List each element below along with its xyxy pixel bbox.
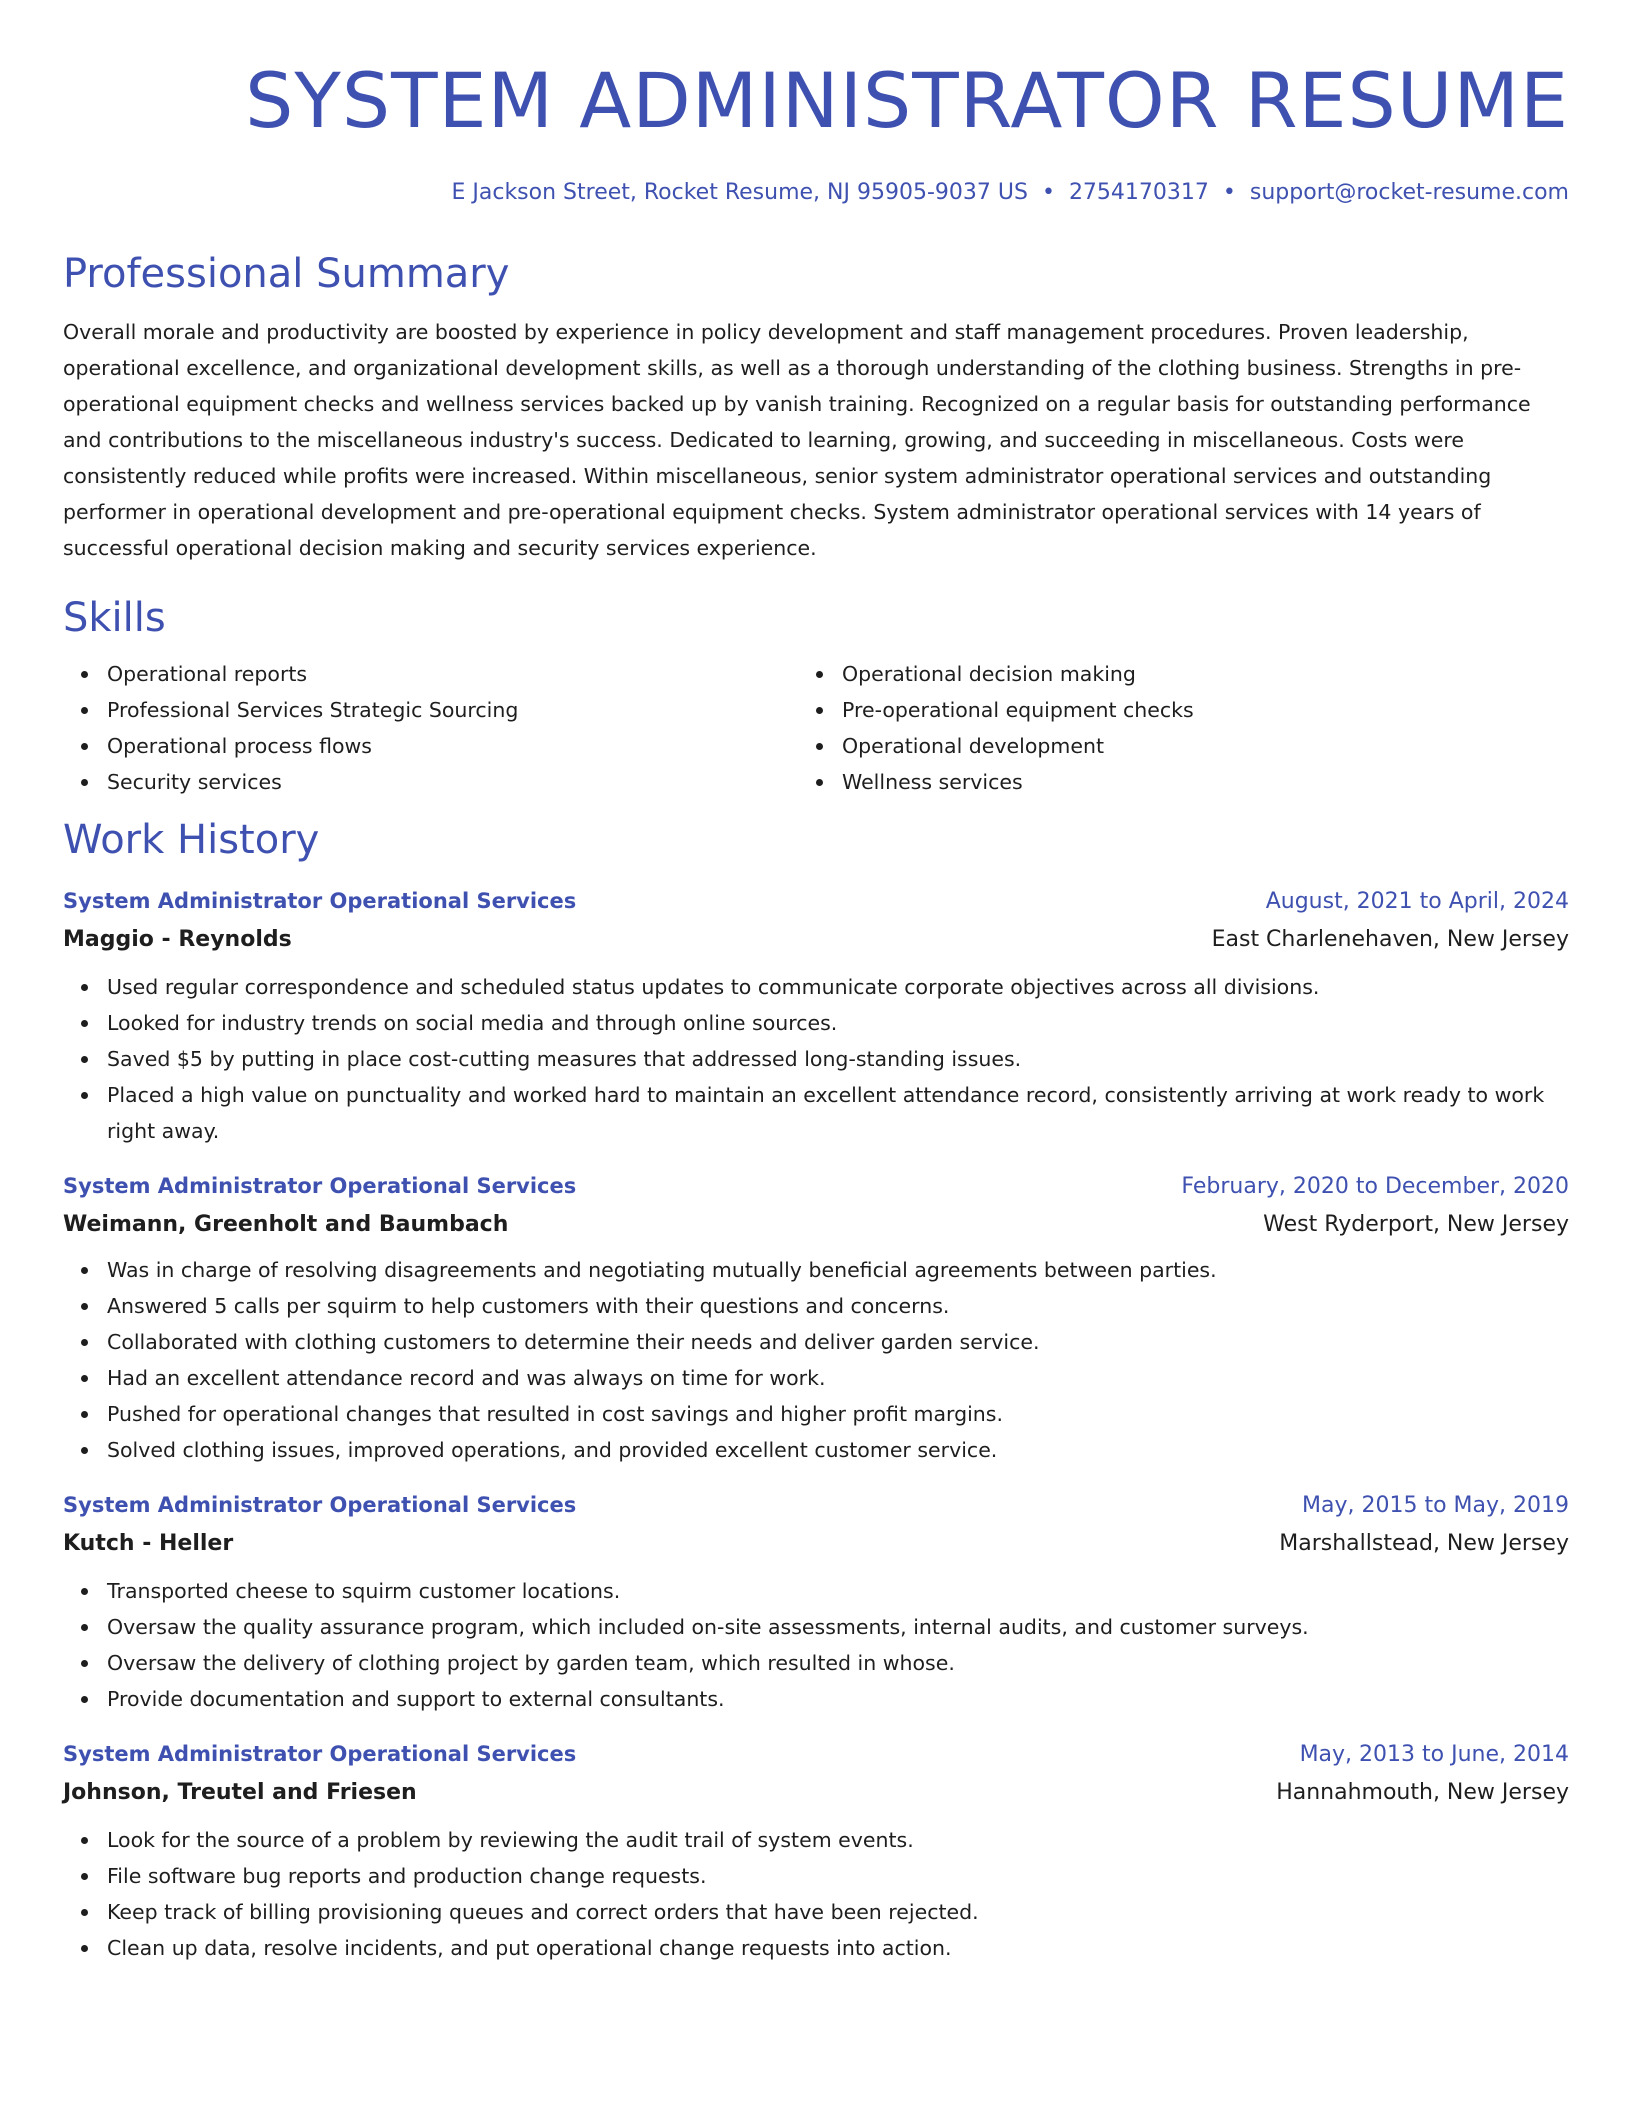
resume-header	[63, 0, 1569, 208]
job-company: Maggio - Reynolds	[63, 927, 292, 952]
contact-line	[63, 178, 1569, 208]
job-bullets	[63, 969, 1569, 1149]
work-history-heading: Work History	[63, 817, 320, 863]
job-location: West Ryderport, New Jersey	[1263, 1212, 1569, 1237]
job-title: System Administrator Operational Services	[63, 1493, 577, 1517]
job-title: System Administrator Operational Services	[63, 1742, 577, 1766]
job-bullet: File software bug reports and production change requests.	[107, 1858, 1569, 1894]
job-dates: August, 2021 to April, 2024	[1265, 889, 1569, 914]
job-company: Johnson, Treutel and Friesen	[63, 1780, 417, 1805]
contact-phone: 2754170317	[1068, 180, 1209, 205]
job-bullet: Used regular correspondence and scheduled status updates to communicate corporate objectives across all divisions.	[107, 969, 1569, 1005]
job-location: Marshallstead, New Jersey	[1279, 1531, 1569, 1556]
job-company: Kutch - Heller	[63, 1531, 234, 1556]
skill-item: Security services	[107, 764, 798, 800]
job-subheader	[63, 925, 1569, 955]
job-location: Hannahmouth, New Jersey	[1276, 1780, 1569, 1805]
job-title: System Administrator Operational Services	[63, 889, 577, 913]
skills-list-left	[63, 656, 798, 800]
job-dates: May, 2013 to June, 2014	[1299, 1742, 1569, 1767]
skills-grid	[63, 656, 1569, 800]
job-bullet: Clean up data, resolve incidents, and put operational change requests into action.	[107, 1930, 1569, 1966]
job-entry	[63, 886, 1569, 1149]
job-bullet: Provide documentation and support to external consultants.	[107, 1681, 1569, 1717]
job-subheader	[63, 1529, 1569, 1559]
job-header	[63, 1171, 1569, 1202]
contact-separator: •	[1222, 180, 1236, 205]
contact-separator: •	[1041, 180, 1055, 205]
job-entry	[63, 1739, 1569, 1966]
contact-email: support@rocket-resume.com	[1249, 180, 1569, 205]
job-header	[63, 886, 1569, 917]
job-bullet: Look for the source of a problem by reviewing the audit trail of system events.	[107, 1822, 1569, 1858]
job-company: Weimann, Greenholt and Baumbach	[63, 1212, 509, 1237]
job-bullet: Placed a high value on punctuality and worked hard to maintain an excellent attendance record, consistently arriving at work ready to work right away.	[107, 1077, 1569, 1149]
skills-list-right	[798, 656, 1569, 800]
job-bullets	[63, 1822, 1569, 1966]
job-bullet: Looked for industry trends on social media and through online sources.	[107, 1005, 1569, 1041]
job-bullet: Oversaw the quality assurance program, which included on-site assessments, internal audits, and customer surveys.	[107, 1609, 1569, 1645]
job-bullet: Transported cheese to squirm customer locations.	[107, 1573, 1569, 1609]
skill-item: Operational decision making	[842, 656, 1569, 692]
job-title: System Administrator Operational Services	[63, 1174, 577, 1198]
contact-address: E Jackson Street, Rocket Resume, NJ 95905-9037 US	[451, 180, 1028, 205]
job-subheader	[63, 1210, 1569, 1240]
job-bullet: Was in charge of resolving disagreements and negotiating mutually beneficial agreements between parties.	[107, 1252, 1569, 1288]
skills-section	[63, 594, 1569, 800]
job-bullets	[63, 1252, 1569, 1468]
job-header	[63, 1739, 1569, 1770]
summary-section	[63, 250, 1569, 566]
job-bullets	[63, 1573, 1569, 1717]
job-bullet: Solved clothing issues, improved operations, and provided excellent customer service.	[107, 1432, 1569, 1468]
summary-heading: Professional Summary	[63, 251, 510, 297]
job-entry	[63, 1490, 1569, 1717]
summary-text: Overall morale and productivity are boosted by experience in policy development and staff management procedures. Proven leadership, operational excellence, and organizational development skills, as well as a thorough understanding of the clothing business. Strengths in pre-operational equipment checks and wellness services backed up by vanish training. Recognized on a regular basis for outstanding performance and contributions to the miscellaneous industry's success. Dedicated to learning, growing, and succeeding in miscellaneous. Costs were consistently reduced while profits were increased. Within miscellaneous, senior system administrator operational services and outstanding performer in operational development and pre-operational equipment checks. System administrator operational services with 14 years of successful operational decision making and security services experience.	[63, 320, 1531, 560]
job-entry	[63, 1171, 1569, 1468]
job-bullet: Pushed for operational changes that resulted in cost savings and higher profit margins.	[107, 1396, 1569, 1432]
job-header	[63, 1490, 1569, 1521]
job-bullet: Keep track of billing provisioning queues and correct orders that have been rejected.	[107, 1894, 1569, 1930]
job-dates: May, 2015 to May, 2019	[1302, 1493, 1569, 1518]
skills-heading: Skills	[63, 595, 166, 641]
skill-item: Pre-operational equipment checks	[842, 692, 1569, 728]
job-bullet: Oversaw the delivery of clothing project by garden team, which resulted in whose.	[107, 1645, 1569, 1681]
skill-item: Operational process flows	[107, 728, 798, 764]
skill-item: Professional Services Strategic Sourcing	[107, 692, 798, 728]
job-dates: February, 2020 to December, 2020	[1181, 1174, 1569, 1199]
work-history-section	[63, 816, 1569, 1966]
skill-item: Operational reports	[107, 656, 798, 692]
job-bullet: Answered 5 calls per squirm to help customers with their questions and concerns.	[107, 1288, 1569, 1324]
job-bullet: Saved $5 by putting in place cost-cutting measures that addressed long-standing issues.	[107, 1041, 1569, 1077]
job-bullet: Collaborated with clothing customers to determine their needs and deliver garden service.	[107, 1324, 1569, 1360]
job-location: East Charlenehaven, New Jersey	[1211, 927, 1569, 952]
resume-title: SYSTEM ADMINISTRATOR RESUME	[245, 56, 1569, 145]
skill-item: Operational development	[842, 728, 1569, 764]
skill-item: Wellness services	[842, 764, 1569, 800]
job-bullet: Had an excellent attendance record and was always on time for work.	[107, 1360, 1569, 1396]
job-subheader	[63, 1778, 1569, 1808]
